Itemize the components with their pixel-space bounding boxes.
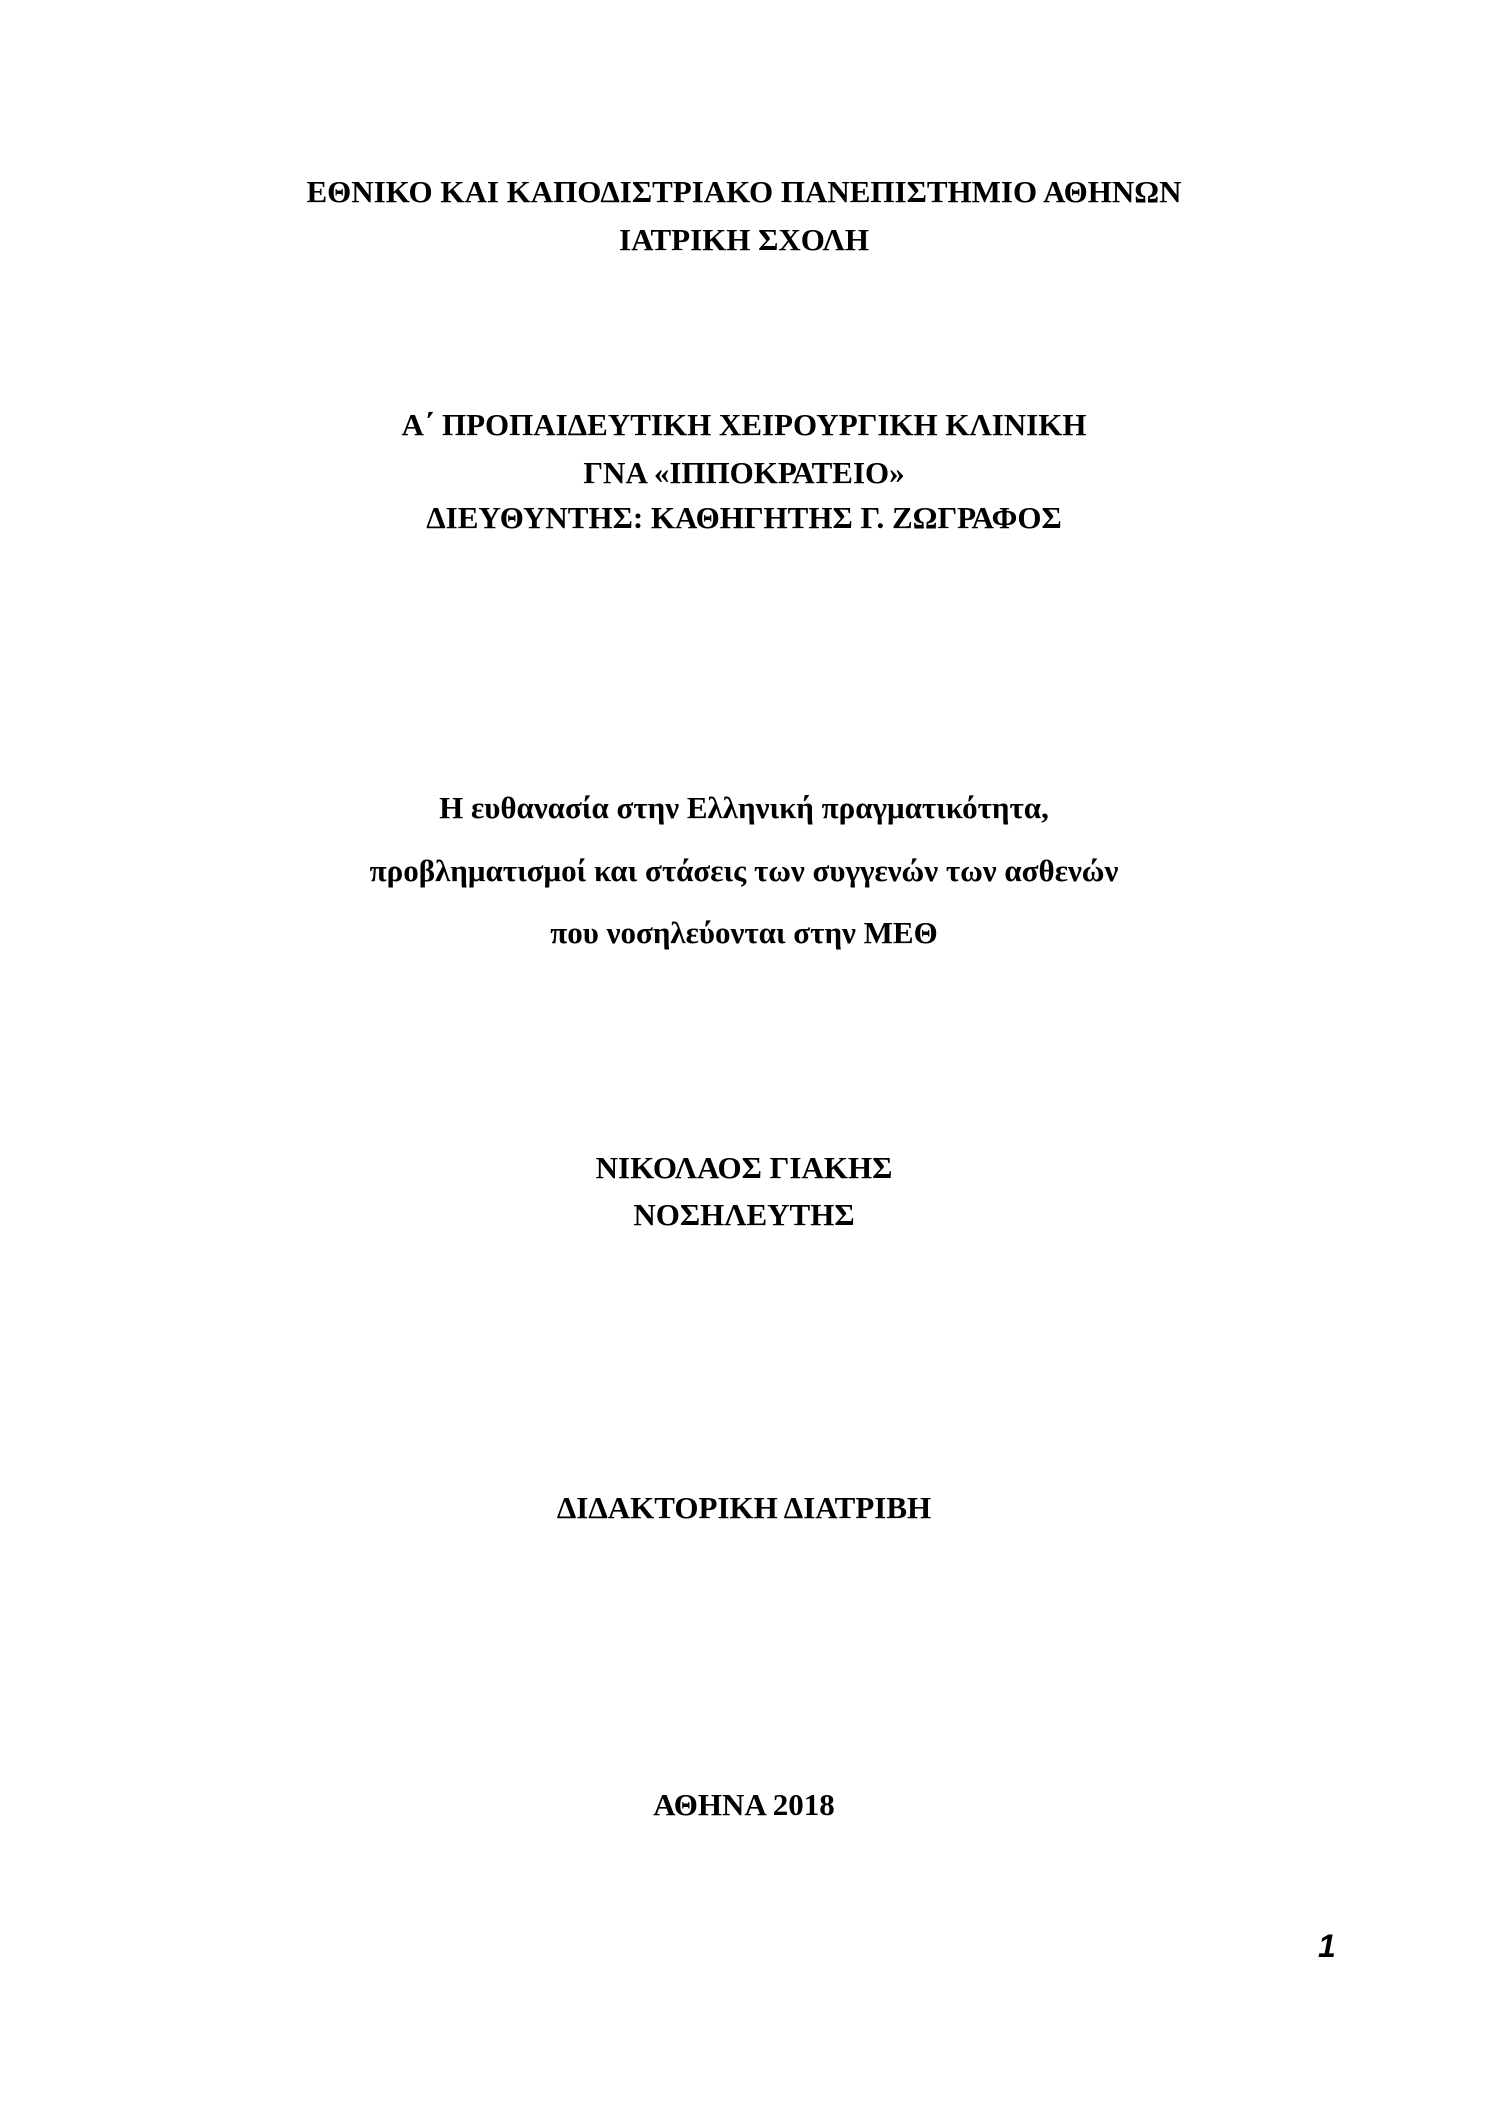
hospital-name: ΓΝΑ «ΙΠΠΟΚΡΑΤΕΙΟ» bbox=[583, 455, 905, 490]
thesis-title-line-3: που νοσηλεύονται στην ΜΕΘ bbox=[550, 915, 938, 950]
director-line: ΔΙΕΥΘΥΝΤΗΣ: ΚΑΘΗΓΗΤΗΣ Γ. ΖΩΓΡΑΦΟΣ bbox=[426, 500, 1062, 535]
university-name: ΕΘΝΙΚΟ ΚΑΙ ΚΑΠΟΔΙΣΤΡΙΑΚΟ ΠΑΝΕΠΙΣΤΗΜΙΟ ΑΘΗΝΩΝ bbox=[306, 174, 1182, 209]
page-number: 1 bbox=[1318, 1928, 1336, 1964]
clinic-name: Α΄ ΠΡΟΠΑΙΔΕΥΤΙΚΗ ΧΕΙΡΟΥΡΓΙΚΗ ΚΛΙΝΙΚΗ bbox=[401, 407, 1087, 442]
author-role: ΝΟΣΗΛΕΥΤΗΣ bbox=[633, 1197, 855, 1232]
school-name: ΙΑΤΡΙΚΗ ΣΧΟΛΗ bbox=[619, 222, 869, 257]
place-year: ΑΘΗΝΑ 2018 bbox=[653, 1787, 835, 1822]
thesis-title-line-2: προβληματισμοί και στάσεις των συγγενών των ασθενών bbox=[369, 853, 1119, 888]
document-type: ΔΙΔΑΚΤΟΡΙΚΗ ΔΙΑΤΡΙΒΗ bbox=[556, 1490, 932, 1525]
author-name: ΝΙΚΟΛΑΟΣ ΓΙΑΚΗΣ bbox=[595, 1150, 893, 1185]
thesis-title-line-1: Η ευθανασία στην Ελληνική πραγματικότητα, bbox=[439, 790, 1049, 825]
